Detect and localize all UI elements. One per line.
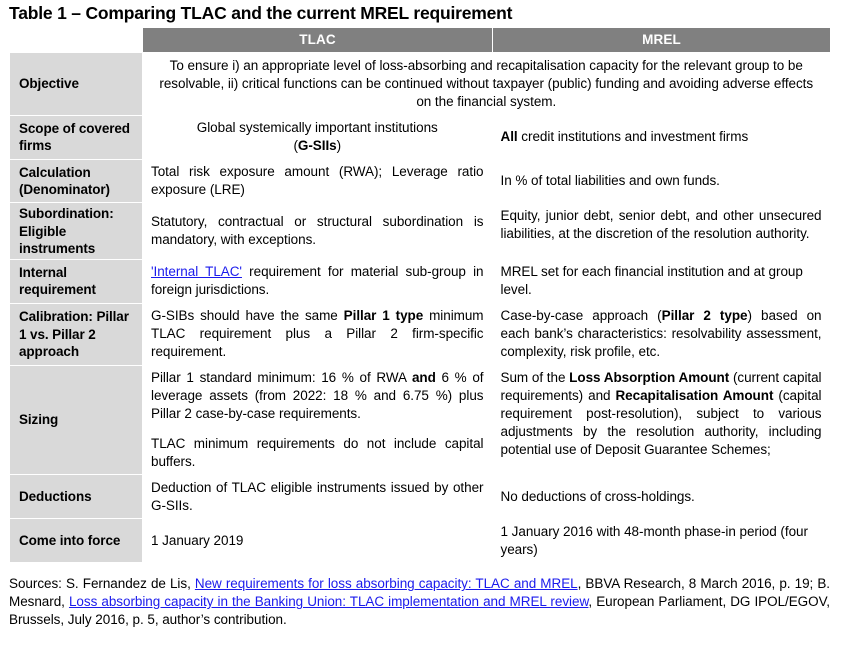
row-label-come-into-force: Come into force xyxy=(10,519,143,563)
sizing-tlac-p2: TLAC minimum requirements do not include capital buffers. xyxy=(151,435,484,469)
cell-force-tlac: 1 January 2019 xyxy=(143,519,493,563)
sources-link-2[interactable]: Loss absorbing capacity in the Banking Union: TLAC implementation and MREL review xyxy=(68,594,589,610)
cell-deductions-tlac: Deduction of TLAC eligible instruments issued by other G-SIIs. xyxy=(143,475,493,519)
cell-sizing-tlac xyxy=(143,365,493,475)
cell-internal-tlac xyxy=(143,259,493,303)
sizing-tlac-p1a: Pillar 1 standard minimum: 16 % of RWA xyxy=(151,370,412,386)
sources-note xyxy=(9,575,830,629)
calibration-mrel-bold: Pillar 2 type xyxy=(661,308,748,324)
sizing-mrel-part2: (current capital requirements) and xyxy=(500,370,822,404)
row-label-subordination: Subordination: Eligible instruments xyxy=(10,203,143,259)
row-label-scope: Scope of covered firms xyxy=(10,115,143,159)
internal-tlac-link[interactable]: 'Internal TLAC' xyxy=(151,264,242,280)
calibration-tlac-part1: G-SIBs should have the same xyxy=(151,308,344,324)
sizing-mrel-bold2: Recapitalisation Amount xyxy=(615,388,774,404)
table-row xyxy=(10,365,831,475)
cell-calculation-tlac: Total risk exposure amount (RWA); Leverage ratio exposure (LRE) xyxy=(143,159,493,203)
page-title: Table 1 – Comparing TLAC and the current MREL requirement xyxy=(9,3,513,23)
cell-deductions-mrel: No deductions of cross-holdings. xyxy=(493,475,831,519)
internal-tlac-rest: requirement for material sub-group in foreign jurisdictions. xyxy=(151,264,484,298)
sizing-tlac-p1-bold: and xyxy=(411,370,436,386)
table-row xyxy=(10,303,831,365)
cell-subordination-mrel: Equity, junior debt, senior debt, and other unsecured liabilities, at the discretion of the resolution authority. xyxy=(493,203,831,259)
calibration-tlac-part2: minimum TLAC requirement plus a Pillar 2 firm-specific requirement. xyxy=(151,308,484,360)
cell-objective-span: To ensure i) an appropriate level of loss-absorbing and recapitalisation capacity for the relevant group to be resolvable, ii) critical functions can be continued without taxpayer (public) funding and avoiding adverse effects on the financial system. xyxy=(143,53,831,115)
row-label-objective: Objective xyxy=(10,53,143,115)
cell-calibration-mrel xyxy=(493,303,831,365)
sources-lead: Sources: S. Fernandez de Lis, xyxy=(9,576,195,592)
sources-link-1[interactable]: New requirements for loss absorbing capacity: TLAC and MREL xyxy=(194,576,578,592)
table-row xyxy=(10,53,831,115)
row-label-internal: Internal requirement xyxy=(10,259,143,303)
cell-force-mrel: 1 January 2016 with 48-month phase-in period (four years) xyxy=(493,519,831,563)
cell-internal-mrel: MREL set for each financial institution and at group level. xyxy=(493,259,831,303)
header-cell-tlac: TLAC xyxy=(143,28,493,53)
calibration-mrel-part2: ) based on each bank’s characteristics: resolvability assessment, complexity, risk profile, etc. xyxy=(500,308,822,360)
sizing-tlac-p1b: 6 % of leverage assets (from 2022: 18 % and 6.75 %) plus Pillar 2 case-by-case requirements. xyxy=(151,370,484,422)
comparison-table xyxy=(9,28,831,563)
table-row xyxy=(10,115,831,159)
cell-scope-mrel xyxy=(493,115,831,159)
cell-calculation-mrel: In % of total liabilities and own funds. xyxy=(493,159,831,203)
cell-sizing-mrel xyxy=(493,365,831,475)
scope-mrel-all: All xyxy=(500,129,518,145)
sizing-mrel-bold1: Loss Absorption Amount xyxy=(569,370,730,386)
row-label-calculation: Calculation (Denominator) xyxy=(10,159,143,203)
table-row xyxy=(10,159,831,203)
scope-tlac-line1: Global systemically important institutions xyxy=(196,120,438,136)
calibration-tlac-bold: Pillar 1 type xyxy=(343,308,424,324)
row-label-sizing: Sizing xyxy=(10,365,143,475)
sources-mid-2: , European Parliament, DG IPOL/EGOV, Brussels, July 2016, p. 5, author’s contribution. xyxy=(9,594,831,628)
table-row xyxy=(10,259,831,303)
sources-mid-1: , BBVA Research, 8 March 2016, p. 19; B. Mesnard, xyxy=(9,576,830,610)
table-row xyxy=(10,203,831,259)
cell-scope-tlac: Global systemically important institutions (G-SIIs) xyxy=(143,115,493,159)
table-row xyxy=(10,519,831,563)
row-label-calibration: Calibration: Pillar 1 vs. Pillar 2 approach xyxy=(10,303,143,365)
header-cell-blank xyxy=(10,28,143,53)
table-header-row xyxy=(10,28,831,53)
row-label-deductions: Deductions xyxy=(10,475,143,519)
sizing-mrel-part1: Sum of the xyxy=(500,370,570,386)
header-cell-mrel: MREL xyxy=(493,28,831,53)
cell-calibration-tlac xyxy=(143,303,493,365)
scope-mrel-rest: credit institutions and investment firms xyxy=(517,129,749,145)
sizing-mrel-part3: (capital requirement post-resolution), subject to various adjustments by the resolution authority, including potential use of Deposit Guarantee Schemes; xyxy=(500,388,822,457)
calibration-mrel-part1: Case-by-case approach ( xyxy=(500,308,662,324)
sizing-tlac-p1 xyxy=(151,369,484,423)
scope-tlac-gsiis: G-SIIs xyxy=(297,138,337,154)
cell-subordination-tlac: Statutory, contractual or structural subordination is mandatory, with exceptions. xyxy=(143,203,493,259)
table-row xyxy=(10,475,831,519)
